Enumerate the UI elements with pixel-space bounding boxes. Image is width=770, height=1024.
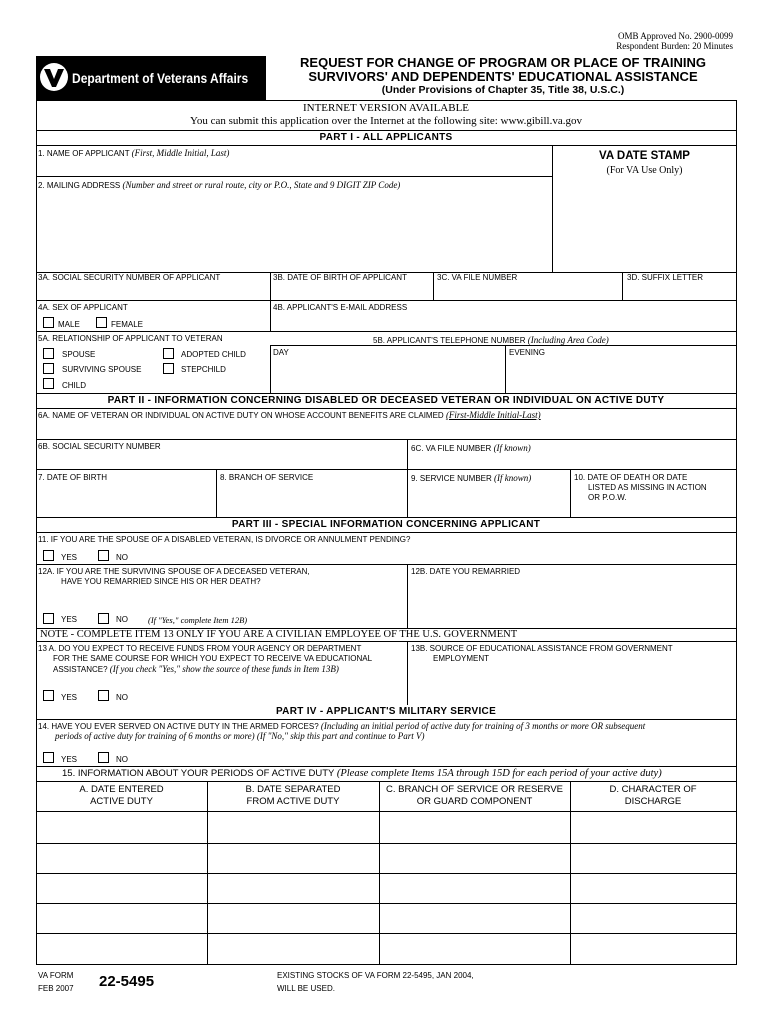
item13b-label-1: 13B. SOURCE OF EDUCATIONAL ASSISTANCE FROM GOVERNMENT <box>411 644 673 653</box>
footer-stock-1: EXISTING STOCKS OF VA FORM 22-5495, JAN 2004, <box>277 971 474 980</box>
internet-site: You can submit this application over the Internet at the following site: www.gibill.va.gov <box>190 115 582 127</box>
col-c-header-1: C. BRANCH OF SERVICE OR RESERVE <box>385 784 564 795</box>
col-c-header-2: OR GUARD COMPONENT <box>416 796 533 807</box>
col-b-header-1: B. DATE SEPARATED <box>245 784 341 795</box>
item13b-label-2: EMPLOYMENT <box>433 654 490 663</box>
form-title-2: SURVIVORS' AND DEPENDENTS' EDUCATIONAL ASSISTANCE <box>308 69 698 84</box>
internet-version: INTERNET VERSION AVAILABLE <box>302 102 470 114</box>
item13a-label-1: 13 A. DO YOU EXPECT TO RECEIVE FUNDS FROM YOUR AGENCY OR DEPARTMENT <box>38 644 362 653</box>
item9-label: 9. SERVICE NUMBER (If known) <box>411 473 532 483</box>
item10-label-1: 10. DATE OF DEATH OR DATE <box>574 473 688 482</box>
va-date-stamp-subtitle: (For VA Use Only) <box>606 165 683 176</box>
female-label: FEMALE <box>111 320 144 329</box>
item13a-yes-label: YES <box>61 693 78 702</box>
spouse-label: SPOUSE <box>62 350 96 359</box>
item3a-label: 3A. SOCIAL SECURITY NUMBER OF APPLICANT <box>38 273 221 282</box>
agency-name: Department of Veterans Affairs <box>72 70 249 86</box>
adopted-child-label: ADOPTED CHILD <box>181 350 246 359</box>
footer-stock-2: WILL BE USED. <box>277 984 335 993</box>
item14-no-label: NO <box>116 755 128 764</box>
item13a-no-label: NO <box>116 693 128 702</box>
item13a-label-3: ASSISTANCE? (If you check "Yes," show the source of these funds in Item 13B) <box>53 664 339 674</box>
child-label: CHILD <box>62 381 87 390</box>
item12a-no-label: NO <box>116 615 128 624</box>
col-a-header-1: A. DATE ENTERED <box>79 784 164 795</box>
form-title-1: REQUEST FOR CHANGE OF PROGRAM OR PLACE OF TRAINING <box>300 55 706 70</box>
omb-number: OMB Approved No. 2900-0099 <box>618 31 733 41</box>
item4b-label: 4B. APPLICANT'S E-MAIL ADDRESS <box>273 303 408 312</box>
item14-label: 14. HAVE YOU EVER SERVED ON ACTIVE DUTY IN THE ARMED FORCES? (Including an initial period of active duty for training of 3 months or more OR subsequent <box>38 721 646 731</box>
item4a-label: 4A. SEX OF APPLICANT <box>38 303 128 312</box>
item12a-label-2: HAVE YOU REMARRIED SINCE HIS OR HER DEATH? <box>61 577 261 586</box>
item12a-yes-label: YES <box>61 615 78 624</box>
item15-label: 15. INFORMATION ABOUT YOUR PERIODS OF ACTIVE DUTY (Please complete Items 15A through 15D for each period of your active duty) <box>62 768 662 779</box>
item12a-hint: (If "Yes," complete Item 12B) <box>148 615 248 625</box>
item14-hint-2: periods of active duty for training of 6 months or more) (If "No," skip this part and continue to Part V) <box>55 731 425 741</box>
item3d-label: 3D. SUFFIX LETTER <box>627 273 704 282</box>
stepchild-label: STEPCHILD <box>181 365 226 374</box>
va-logo-block <box>36 56 266 100</box>
part1-title: PART I - ALL APPLICANTS <box>36 131 736 145</box>
evening-phone-label: EVENING <box>509 348 546 357</box>
respondent-burden: Respondent Burden: 20 Minutes <box>616 41 733 51</box>
part4-title: PART IV - APPLICANT'S MILITARY SERVICE <box>36 705 736 719</box>
item10-label-2: LISTED AS MISSING IN ACTION <box>588 483 707 492</box>
item13-note: NOTE - COMPLETE ITEM 13 ONLY IF YOU ARE A CIVILIAN EMPLOYEE OF THE U.S. GOVERNMENT <box>40 629 518 640</box>
item5b-label: 5B. APPLICANT'S TELEPHONE NUMBER (Including Area Code) <box>373 335 609 345</box>
item5a-label: 5A. RELATIONSHIP OF APPLICANT TO VETERAN <box>38 334 223 343</box>
item10-label-3: OR P.O.W. <box>588 493 627 502</box>
item11-label: 11. IF YOU ARE THE SPOUSE OF A DISABLED VETERAN, IS DIVORCE OR ANNULMENT PENDING? <box>38 535 411 544</box>
col-d-header-1: D. CHARACTER OF <box>609 784 697 795</box>
item14-yes-label: YES <box>61 755 78 764</box>
footer-form-date: FEB 2007 <box>38 984 74 993</box>
day-phone-label: DAY <box>273 348 289 357</box>
item6b-label: 6B. SOCIAL SECURITY NUMBER <box>38 442 161 451</box>
item2-label: 2. MAILING ADDRESS (Number and street or rural route, city or P.O., State and 9 DIGIT ZIP Code) <box>38 180 401 190</box>
va-date-stamp-title: VA DATE STAMP <box>599 150 690 162</box>
col-b-header-2: FROM ACTIVE DUTY <box>246 796 340 807</box>
item3b-label: 3B. DATE OF BIRTH OF APPLICANT <box>273 273 407 282</box>
item1-label: 1. NAME OF APPLICANT (First, Middle Initial, Last) <box>38 148 230 158</box>
form-frame <box>36 100 737 965</box>
surviving-spouse-label: SURVIVING SPOUSE <box>62 365 142 374</box>
part2-title: PART II - INFORMATION CONCERNING DISABLED OR DECEASED VETERAN OR INDIVIDUAL ON ACTIVE DUTY <box>36 394 736 408</box>
item11-yes-label: YES <box>61 553 78 562</box>
footer-form-label: VA FORM <box>38 971 74 980</box>
item7-label: 7. DATE OF BIRTH <box>38 473 108 482</box>
item11-no-label: NO <box>116 553 128 562</box>
col-a-header-2: ACTIVE DUTY <box>90 796 153 807</box>
va-logo-icon <box>39 62 69 92</box>
item6c-label: 6C. VA FILE NUMBER (If known) <box>411 443 531 453</box>
footer-form-number: 22-5495 <box>99 973 155 990</box>
item8-label: 8. BRANCH OF SERVICE <box>220 473 314 482</box>
col-d-header-2: DISCHARGE <box>624 796 682 807</box>
item3c-label: 3C. VA FILE NUMBER <box>437 273 518 282</box>
item6a-label: 6A. NAME OF VETERAN OR INDIVIDUAL ON ACTIVE DUTY ON WHOSE ACCOUNT BENEFITS ARE CLAIMED (First-Middle Initial-Last) <box>38 410 541 420</box>
form-title-3: (Under Provisions of Chapter 35, Title 38, U.S.C.) <box>381 84 625 96</box>
item12a-label-1: 12A. IF YOU ARE THE SURVIVING SPOUSE OF A DECEASED VETERAN, <box>38 567 310 576</box>
part3-title: PART III - SPECIAL INFORMATION CONCERNING APPLICANT <box>36 518 736 532</box>
item12b-label: 12B. DATE YOU REMARRIED <box>411 567 521 576</box>
item13a-label-2: FOR THE SAME COURSE FOR WHICH YOU EXPECT TO RECEIVE VA EDUCATIONAL <box>53 654 373 663</box>
male-label: MALE <box>58 320 80 329</box>
